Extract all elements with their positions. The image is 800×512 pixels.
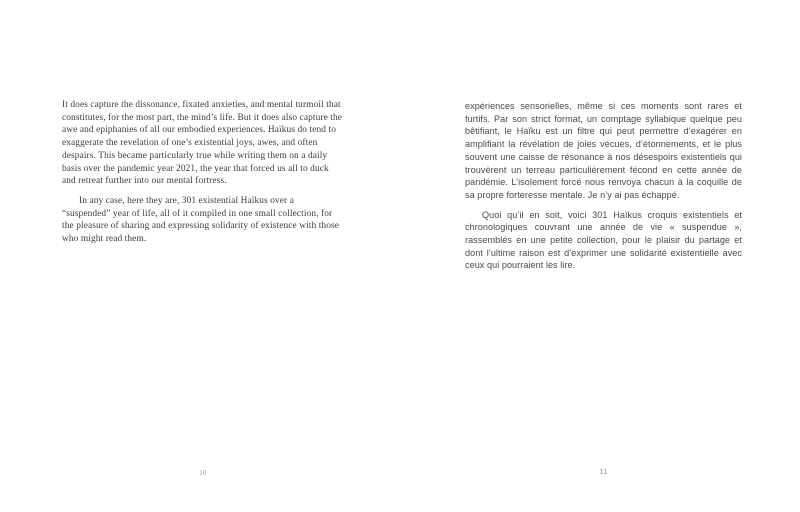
right-page-paragraph-1: expériences sensorielles, même si ces moments sont rares et furtifs. Par son strict format, un comptage syllabique quelque peu bêtifiant, le Haïku est un filtre qui peut permettre d’exagérer en amplifiant la révélation de joies vécues, d’étonnements, et le plus souvent une caisse de résonance à nos désespoirs existentiels qui trouvèrent un terreau particulièrement fécond en cette année de pandémie. L’isolement forcé nous renvoya chacun à la coquille de sa propre forteresse mentale. Je n’y ai pas échappé.: [465, 101, 742, 200]
left-page-number: 10: [199, 469, 207, 477]
right-page: [465, 100, 742, 272]
right-page-number: 11: [599, 469, 608, 476]
left-page-paragraph-1: It does capture the dissonance, fixated anxieties, and mental turmoil that constitutes, for the most part, the mind’s life. But it does also capture the awe and epiphanies of all our embodied experiences. Haïkus do tend to exaggerate the revelation of one’s existential joys, awes, and often despairs. This became particularly true while writing them on a daily basis over the pandemic year 2021, the year that forced us all to duck and retreat further into our mental fortress.: [62, 100, 343, 187]
right-page-paragraph-2: Quoi qu’il en soit, voici 301 Haïkus croquis existentiels et chronologiques couvrant une année de vie « suspendue », rassemblés en une petite collection, pour le plaisir du partage et dont l’ultime raison est d’exprimer une solidarité existentielle avec ceux qui pourraient les lire.: [465, 209, 742, 271]
left-page-paragraph-2: In any case, here they are, 301 existential Haïkus over a “suspended” year of life, all of it compiled in one small collection, for the pleasure of sharing and expressing solidarity of existence with those who might read them.: [62, 195, 340, 245]
left-page: [62, 99, 344, 246]
